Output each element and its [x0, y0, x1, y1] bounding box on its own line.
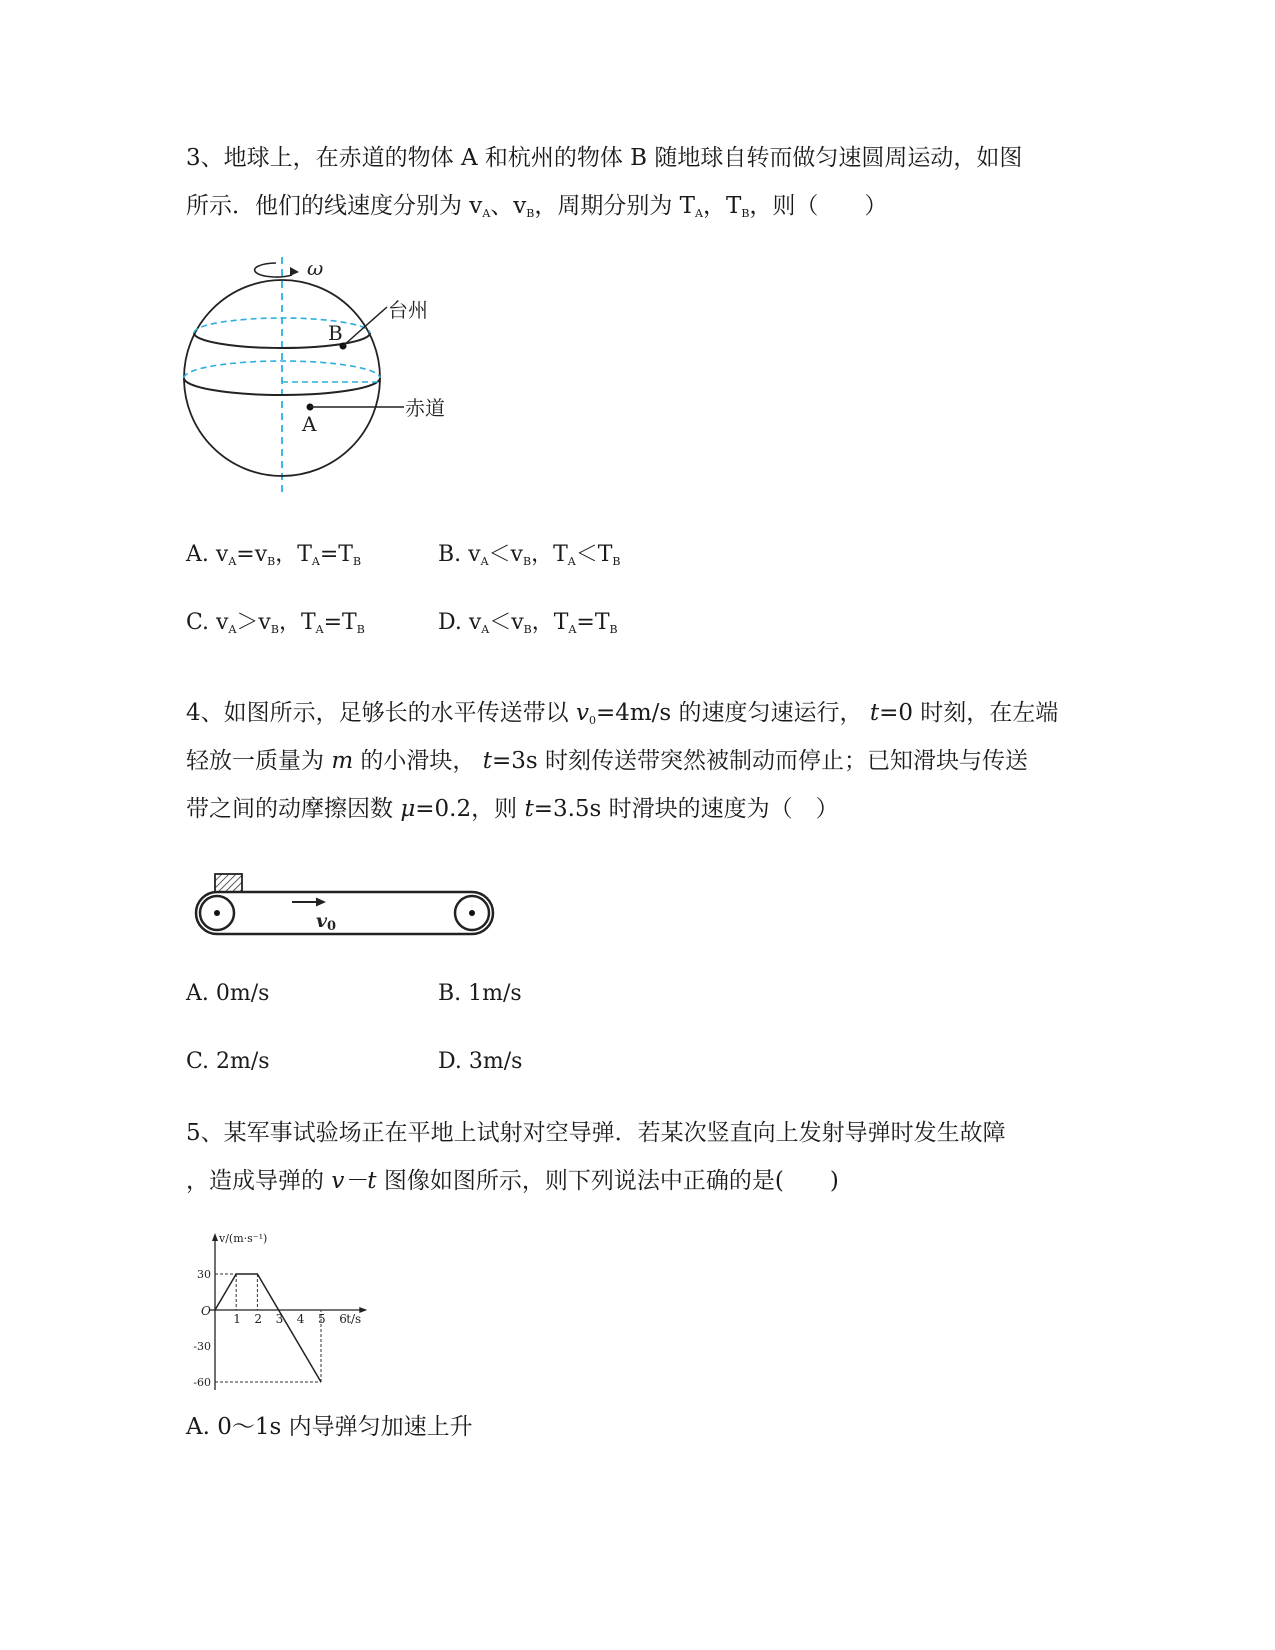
x-tick-label: 3	[275, 1312, 284, 1326]
q4-t-2: t	[482, 748, 492, 774]
q4-line-2	[186, 746, 1028, 776]
vt-graph	[180, 1232, 380, 1389]
q3-line-2	[186, 191, 887, 229]
q4-line-1-c: =0 时刻，在左端	[879, 700, 1059, 726]
x-tick-label: 2	[254, 1312, 263, 1326]
q4-m: m	[331, 748, 354, 774]
q4-line-1	[186, 698, 1058, 736]
label-equator: 赤道	[405, 396, 445, 420]
x-tick-label: 4	[296, 1312, 305, 1326]
slider-block	[215, 874, 242, 892]
velocity-arrow-icon	[316, 898, 326, 907]
q4-t-3: t	[524, 796, 534, 822]
rotation-arrowhead-icon	[290, 267, 299, 276]
q3-option-d[interactable]: D. $v_A<v_B$，$T_A=T_B$	[438, 610, 618, 636]
y-axis-label: v/(m·s⁻¹)	[219, 1232, 268, 1245]
q4-v0-sub: 0	[588, 714, 596, 727]
q3-sub-b-1: B	[526, 207, 535, 220]
conveyor-belt-figure	[190, 870, 500, 940]
left-pulley-center	[214, 910, 220, 916]
x-axis-label: t/s	[346, 1312, 362, 1326]
q4-line-1-b: =4m/s 的速度匀速运行，	[595, 700, 870, 726]
y-tick-label: -30	[193, 1340, 211, 1353]
vt-series-line	[215, 1274, 321, 1382]
q4-line-3-b: =0.2，则	[415, 796, 525, 822]
q4-v0-v: v	[575, 700, 589, 726]
q4-line-2-b: 的小滑块，	[353, 748, 483, 774]
leader-taizhou	[343, 307, 387, 346]
q3-sub-a-2: A	[695, 207, 703, 220]
velocity-label: v0	[316, 910, 337, 934]
q3-sub-b-2: B	[741, 207, 750, 220]
q5-vt: v－t	[331, 1168, 377, 1194]
q4-option-a[interactable]: A. 0m/s	[186, 981, 270, 1006]
x-tick-label: 5	[318, 1312, 326, 1326]
q4-line-3-a: 带之间的动摩擦因数	[186, 796, 401, 822]
q4-t-1: t	[869, 700, 880, 726]
x-tick-label: 1	[233, 1312, 241, 1326]
label-taizhou: 台州	[388, 298, 428, 322]
q3-line-1: 3、地球上，在赤道的物体 A 和杭州的物体 B 随地球自转而做匀速圆周运动，如图	[186, 145, 1023, 171]
q3-sep-1: 、v	[490, 193, 527, 219]
y-tick-label: 30	[197, 1268, 211, 1281]
right-pulley-center	[469, 910, 475, 916]
x-tick-label: 6	[339, 1312, 347, 1326]
q5-option-a[interactable]: A. 0～1s 内导弹匀加速上升	[186, 1414, 473, 1440]
q5-line-2	[186, 1166, 839, 1196]
q3-end: ，则（ ）	[749, 193, 888, 219]
q5-line-2-a: ，造成导弹的	[186, 1168, 332, 1194]
q4-option-b[interactable]: B. 1m/s	[438, 981, 522, 1006]
q5-line-1: 5、某军事试验场正在平地上试射对空导弹．若某次竖直向上发射导弹时发生故障	[186, 1120, 1006, 1146]
rotation-arrow-icon	[255, 263, 292, 277]
origin-label: O	[201, 1304, 211, 1318]
q4-option-c[interactable]: C. 2m/s	[186, 1049, 270, 1074]
omega-label: ω	[307, 256, 324, 280]
q4-option-d[interactable]: D. 3m/s	[438, 1049, 523, 1074]
q4-line-3	[186, 794, 839, 824]
earth-rotation-figure	[180, 255, 480, 505]
q4-mu: μ	[400, 796, 416, 822]
q4-line-2-c: =3s 时刻传送带突然被制动而停止；已知滑块与传送	[492, 748, 1029, 774]
q4-line-2-a: 轻放一质量为	[186, 748, 332, 774]
label-b: B	[328, 321, 343, 345]
q3-option-b[interactable]: B. $v_A<v_B$，$T_A<T_B$	[438, 542, 621, 568]
q3-sub-a-1: A	[482, 207, 491, 220]
y-tick-label: -60	[193, 1376, 211, 1389]
q3-option-a[interactable]: A. $v_A=v_B$，$T_A=T_B$	[186, 542, 362, 568]
y-axis-arrow-icon	[212, 1233, 218, 1241]
q4-line-3-c: =3.5s 时滑块的速度为（ ）	[533, 796, 839, 822]
q3-line-2-text: 所示．他们的线速度分别为 v	[186, 193, 483, 219]
q4-line-1-a: 4、如图所示，足够长的水平传送带以	[186, 700, 576, 726]
label-a: A	[302, 412, 317, 436]
q5-line-2-b: 图像如图所示，则下列说法中正确的是( )	[376, 1168, 839, 1194]
q3-option-c[interactable]: C. $v_A>v_B$，$T_A=T_B$	[186, 610, 365, 636]
q3-sep-2: ，T	[702, 193, 742, 219]
q3-mid: ，周期分别为 T	[534, 193, 696, 219]
